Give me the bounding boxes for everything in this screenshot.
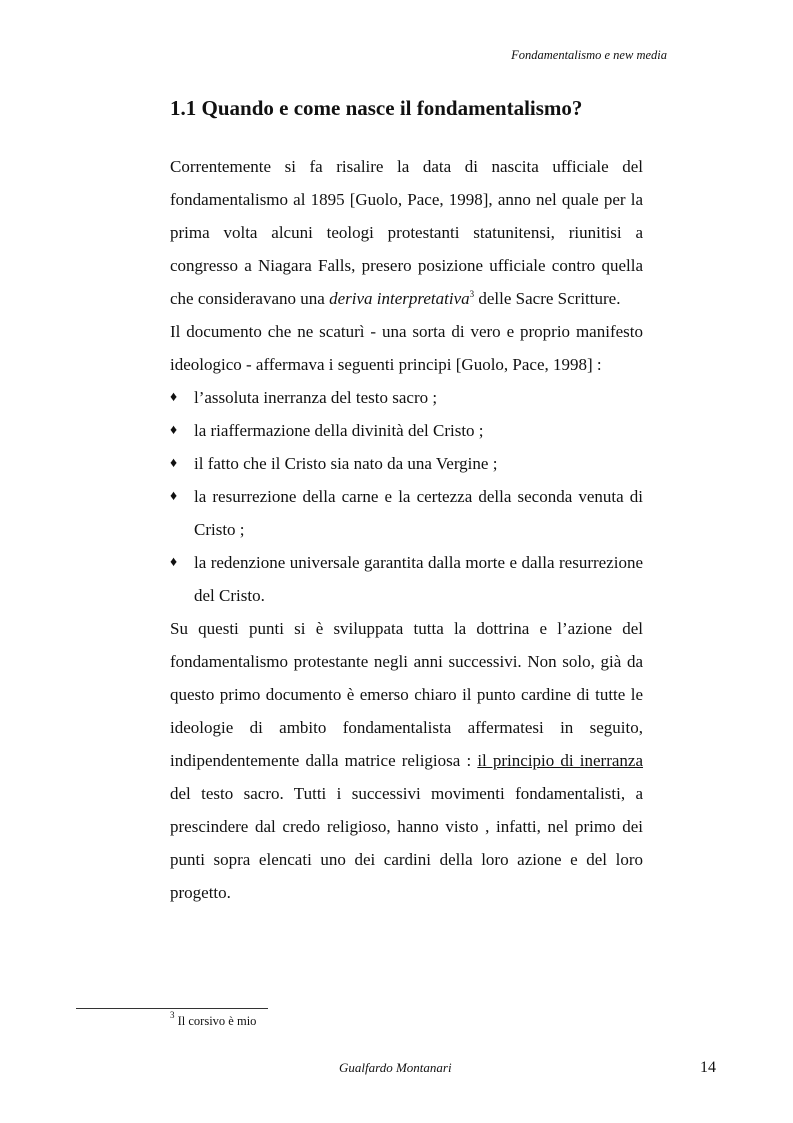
italic-term: deriva interpretativa bbox=[329, 289, 470, 308]
list-item-text: la riaffermazione della divinità del Cristo ; bbox=[194, 421, 484, 440]
underlined-term: il principio di inerranza bbox=[477, 751, 644, 770]
diamond-bullet-icon: ♦ bbox=[170, 555, 178, 570]
intro-text-end: delle Sacre Scritture. bbox=[474, 289, 621, 308]
footnote-text: Il corsivo è mio bbox=[174, 1014, 257, 1028]
paragraph-conclusion bbox=[170, 612, 643, 909]
diamond-bullet-icon: ♦ bbox=[170, 423, 178, 438]
paragraph-document: Il documento che ne scaturì - una sorta di vero e proprio manifesto ideologico - affermava i seguenti principi [Guolo, Pace, 1998] : bbox=[170, 322, 643, 374]
conclusion-text-end: del testo sacro. Tutti i successivi movimenti fondamentalisti, a prescindere dal credo religioso, hanno visto , infatti, nel primo dei punti sopra elencati uno dei cardini della loro azione e del loro progetto. bbox=[170, 784, 643, 902]
footer-author: Gualfardo Montanari bbox=[339, 1060, 452, 1075]
intro-text: Correntemente si fa risalire la data di nascita ufficiale del fondamentalismo al 1895 [Guolo, Pace, 1998], anno nel quale per la prima volta alcuni teologi protestanti statunitensi, riunitisi a congresso a Niagara Falls, presero posizione ufficiale contro quella che consideravano una bbox=[170, 157, 643, 308]
paragraph-intro bbox=[170, 150, 643, 315]
principles-list bbox=[170, 381, 643, 612]
diamond-bullet-icon: ♦ bbox=[170, 489, 178, 504]
list-item-text: la resurrezione della carne e la certezza della seconda venuta di Cristo ; bbox=[194, 487, 643, 539]
footnote-divider bbox=[76, 1008, 268, 1009]
list-item bbox=[170, 480, 643, 546]
footnote bbox=[170, 1010, 257, 1029]
list-item-text: l’assoluta inerranza del testo sacro ; bbox=[194, 388, 438, 407]
list-item-text: la redenzione universale garantita dalla morte e dalla resurrezione del Cristo. bbox=[194, 553, 643, 605]
footnote-ref: 3 bbox=[469, 289, 475, 299]
conclusion-text: Su questi punti si è sviluppata tutta la dottrina e l’azione del fondamentalismo protestante negli anni successivi. Non solo, già da questo primo documento è emerso chiaro il punto cardine di tutte le ideologie di ambito fondamentalista affermatesi in seguito, indipendentemente dalla matrice religiosa : bbox=[170, 619, 643, 770]
list-item-text: il fatto che il Cristo sia nato da una Vergine ; bbox=[194, 454, 498, 473]
list-item bbox=[170, 414, 643, 447]
body-text bbox=[170, 150, 643, 909]
section-title: 1.1 Quando e come nasce il fondamentalismo? bbox=[170, 96, 583, 120]
page-number: 14 bbox=[700, 1059, 716, 1076]
running-header: Fondamentalismo e new media bbox=[511, 48, 667, 62]
diamond-bullet-icon: ♦ bbox=[170, 456, 178, 471]
footnote-number: 3 bbox=[170, 1010, 175, 1020]
list-item bbox=[170, 381, 643, 414]
list-item bbox=[170, 447, 643, 480]
diamond-bullet-icon: ♦ bbox=[170, 390, 178, 405]
list-item bbox=[170, 546, 643, 612]
